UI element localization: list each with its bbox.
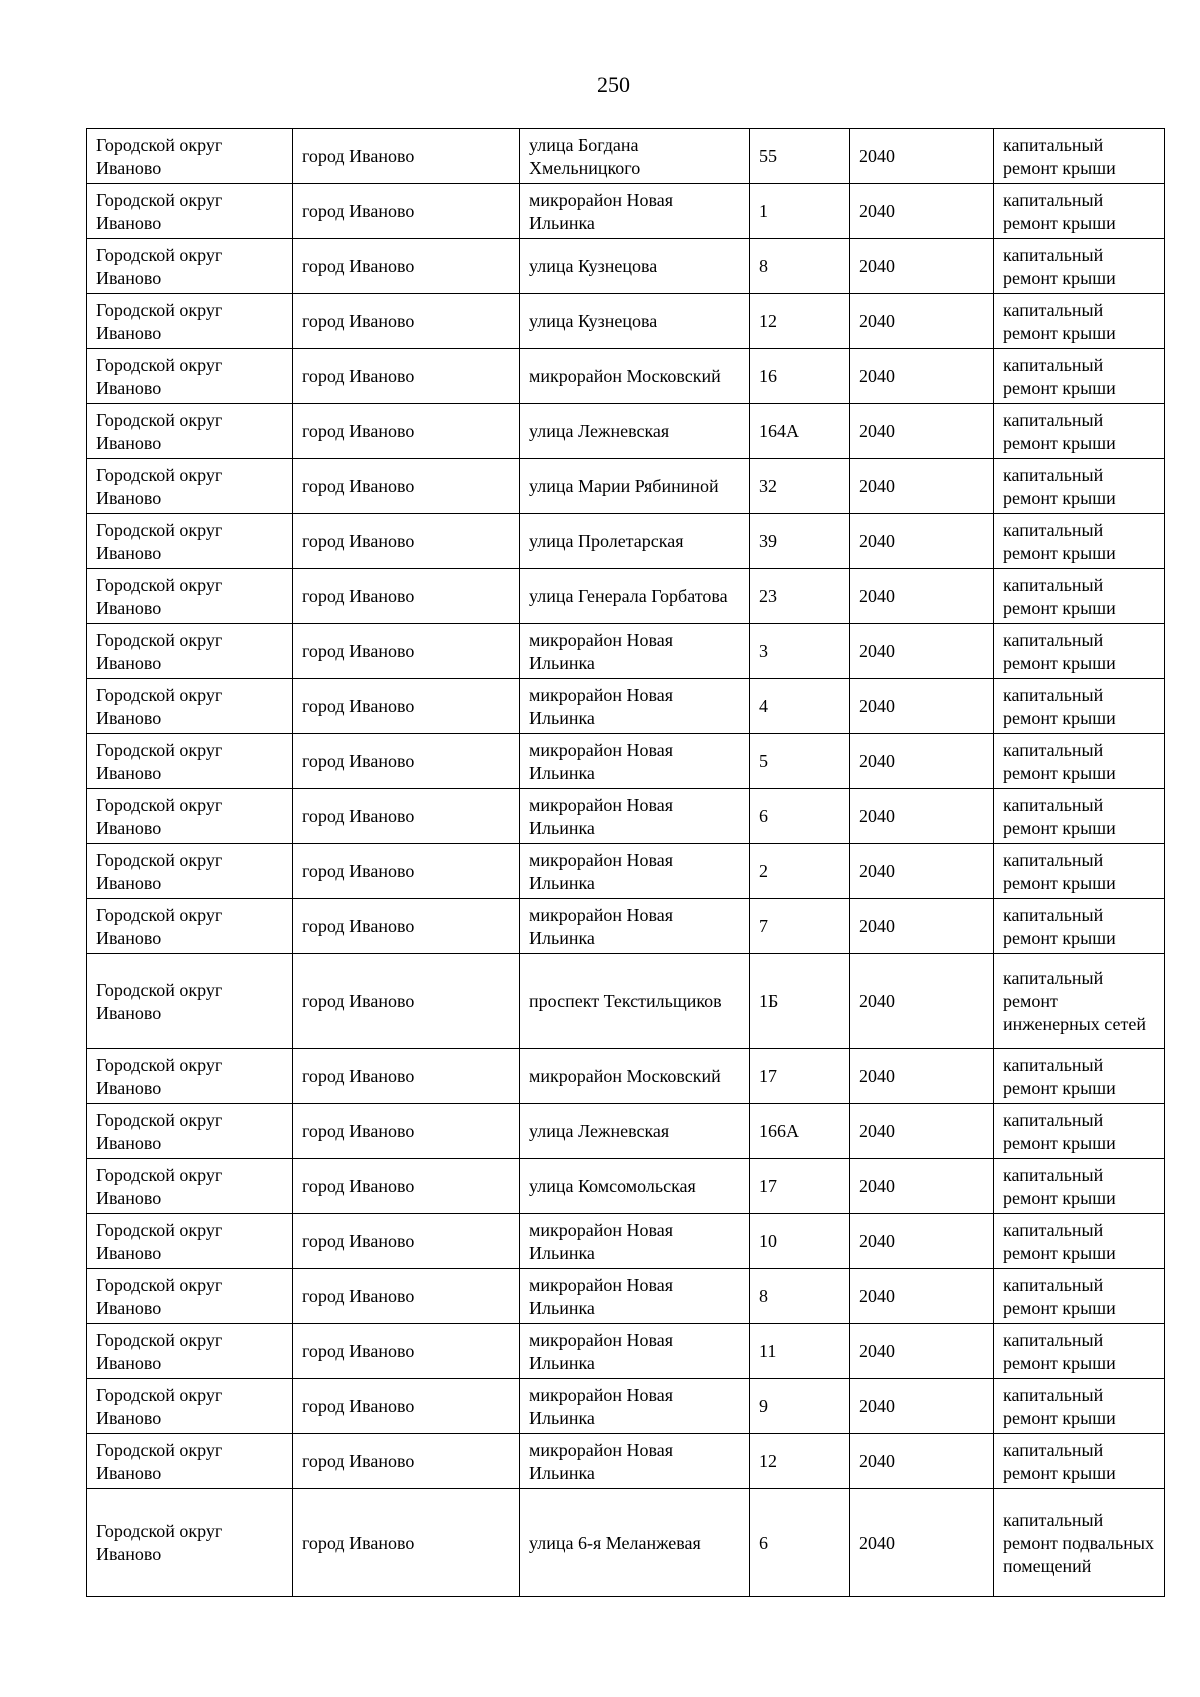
municipality-cell: Городской округ Иваново xyxy=(87,1324,293,1379)
locality-cell: город Иваново xyxy=(293,404,520,459)
locality-cell: город Иваново xyxy=(293,954,520,1049)
year-cell: 2040 xyxy=(850,404,994,459)
table-row xyxy=(87,239,1165,294)
street-cell: микрорайон Новая Ильинка xyxy=(520,1214,750,1269)
work-type-cell: капитальный ремонт крыши xyxy=(994,239,1165,294)
work-type-cell: капитальный ремонт крыши xyxy=(994,1269,1165,1324)
locality-cell: город Иваново xyxy=(293,349,520,404)
locality-cell: город Иваново xyxy=(293,1104,520,1159)
work-type-cell: капитальный ремонт крыши xyxy=(994,844,1165,899)
table-row xyxy=(87,349,1165,404)
year-cell: 2040 xyxy=(850,349,994,404)
municipality-cell: Городской округ Иваново xyxy=(87,1269,293,1324)
work-type-cell: капитальный ремонт подвальных помещений xyxy=(994,1489,1165,1597)
street-cell: микрорайон Новая Ильинка xyxy=(520,1269,750,1324)
house-number-cell: 3 xyxy=(750,624,850,679)
house-number-cell: 10 xyxy=(750,1214,850,1269)
year-cell: 2040 xyxy=(850,1379,994,1434)
locality-cell: город Иваново xyxy=(293,1379,520,1434)
street-cell: микрорайон Новая Ильинка xyxy=(520,679,750,734)
year-cell: 2040 xyxy=(850,1434,994,1489)
municipality-cell: Городской округ Иваново xyxy=(87,844,293,899)
house-number-cell: 6 xyxy=(750,1489,850,1597)
house-number-cell: 7 xyxy=(750,899,850,954)
table-row xyxy=(87,129,1165,184)
work-type-cell: капитальный ремонт крыши xyxy=(994,349,1165,404)
table-row xyxy=(87,624,1165,679)
year-cell: 2040 xyxy=(850,569,994,624)
table-row xyxy=(87,514,1165,569)
house-number-cell: 55 xyxy=(750,129,850,184)
table-row xyxy=(87,789,1165,844)
table-row xyxy=(87,1049,1165,1104)
table-row xyxy=(87,1159,1165,1214)
work-type-cell: капитальный ремонт крыши xyxy=(994,899,1165,954)
house-number-cell: 16 xyxy=(750,349,850,404)
locality-cell: город Иваново xyxy=(293,514,520,569)
year-cell: 2040 xyxy=(850,1324,994,1379)
table-row xyxy=(87,404,1165,459)
locality-cell: город Иваново xyxy=(293,459,520,514)
work-type-cell: капитальный ремонт крыши xyxy=(994,1159,1165,1214)
table-row xyxy=(87,954,1165,1049)
street-cell: микрорайон Московский xyxy=(520,349,750,404)
house-number-cell: 11 xyxy=(750,1324,850,1379)
year-cell: 2040 xyxy=(850,294,994,349)
municipality-cell: Городской округ Иваново xyxy=(87,734,293,789)
municipality-cell: Городской округ Иваново xyxy=(87,514,293,569)
work-type-cell: капитальный ремонт крыши xyxy=(994,1049,1165,1104)
locality-cell: город Иваново xyxy=(293,1269,520,1324)
locality-cell: город Иваново xyxy=(293,569,520,624)
municipality-cell: Городской округ Иваново xyxy=(87,1489,293,1597)
municipality-cell: Городской округ Иваново xyxy=(87,294,293,349)
table-row xyxy=(87,1104,1165,1159)
locality-cell: город Иваново xyxy=(293,1324,520,1379)
table-row xyxy=(87,1214,1165,1269)
street-cell: микрорайон Новая Ильинка xyxy=(520,1434,750,1489)
year-cell: 2040 xyxy=(850,1159,994,1214)
table-row xyxy=(87,844,1165,899)
table-row xyxy=(87,1269,1165,1324)
locality-cell: город Иваново xyxy=(293,1214,520,1269)
street-cell: микрорайон Новая Ильинка xyxy=(520,734,750,789)
table-body xyxy=(87,129,1165,1597)
house-number-cell: 23 xyxy=(750,569,850,624)
year-cell: 2040 xyxy=(850,129,994,184)
table-row xyxy=(87,1434,1165,1489)
municipality-cell: Городской округ Иваново xyxy=(87,624,293,679)
work-type-cell: капитальный ремонт крыши xyxy=(994,184,1165,239)
locality-cell: город Иваново xyxy=(293,294,520,349)
table-row xyxy=(87,734,1165,789)
street-cell: микрорайон Московский xyxy=(520,1049,750,1104)
locality-cell: город Иваново xyxy=(293,1159,520,1214)
house-number-cell: 164А xyxy=(750,404,850,459)
locality-cell: город Иваново xyxy=(293,1434,520,1489)
year-cell: 2040 xyxy=(850,459,994,514)
house-number-cell: 17 xyxy=(750,1049,850,1104)
locality-cell: город Иваново xyxy=(293,1489,520,1597)
work-type-cell: капитальный ремонт крыши xyxy=(994,1379,1165,1434)
street-cell: микрорайон Новая Ильинка xyxy=(520,184,750,239)
street-cell: улица Богдана Хмельницкого xyxy=(520,129,750,184)
work-type-cell: капитальный ремонт крыши xyxy=(994,1434,1165,1489)
street-cell: микрорайон Новая Ильинка xyxy=(520,1324,750,1379)
municipality-cell: Городской округ Иваново xyxy=(87,899,293,954)
street-cell: улица Марии Рябининой xyxy=(520,459,750,514)
municipality-cell: Городской округ Иваново xyxy=(87,1379,293,1434)
work-type-cell: капитальный ремонт крыши xyxy=(994,404,1165,459)
work-type-cell: капитальный ремонт крыши xyxy=(994,679,1165,734)
house-number-cell: 12 xyxy=(750,294,850,349)
municipality-cell: Городской округ Иваново xyxy=(87,239,293,294)
house-number-cell: 1Б xyxy=(750,954,850,1049)
municipality-cell: Городской округ Иваново xyxy=(87,129,293,184)
street-cell: проспект Текстильщиков xyxy=(520,954,750,1049)
house-number-cell: 12 xyxy=(750,1434,850,1489)
street-cell: улица Пролетарская xyxy=(520,514,750,569)
table-row xyxy=(87,1324,1165,1379)
work-type-cell: капитальный ремонт крыши xyxy=(994,734,1165,789)
municipality-cell: Городской округ Иваново xyxy=(87,679,293,734)
house-number-cell: 5 xyxy=(750,734,850,789)
house-number-cell: 6 xyxy=(750,789,850,844)
municipality-cell: Городской округ Иваново xyxy=(87,954,293,1049)
work-type-cell: капитальный ремонт крыши xyxy=(994,294,1165,349)
work-type-cell: капитальный ремонт инженерных сетей xyxy=(994,954,1165,1049)
locality-cell: город Иваново xyxy=(293,184,520,239)
work-type-cell: капитальный ремонт крыши xyxy=(994,624,1165,679)
table-row xyxy=(87,569,1165,624)
locality-cell: город Иваново xyxy=(293,734,520,789)
street-cell: улица Кузнецова xyxy=(520,294,750,349)
locality-cell: город Иваново xyxy=(293,129,520,184)
work-type-cell: капитальный ремонт крыши xyxy=(994,569,1165,624)
table-row xyxy=(87,184,1165,239)
housing-repair-table xyxy=(86,128,1165,1597)
work-type-cell: капитальный ремонт крыши xyxy=(994,1214,1165,1269)
work-type-cell: капитальный ремонт крыши xyxy=(994,1104,1165,1159)
locality-cell: город Иваново xyxy=(293,679,520,734)
year-cell: 2040 xyxy=(850,679,994,734)
year-cell: 2040 xyxy=(850,954,994,1049)
year-cell: 2040 xyxy=(850,844,994,899)
street-cell: улица Лежневская xyxy=(520,1104,750,1159)
year-cell: 2040 xyxy=(850,1269,994,1324)
year-cell: 2040 xyxy=(850,624,994,679)
year-cell: 2040 xyxy=(850,1049,994,1104)
municipality-cell: Городской округ Иваново xyxy=(87,1049,293,1104)
street-cell: улица Кузнецова xyxy=(520,239,750,294)
house-number-cell: 166А xyxy=(750,1104,850,1159)
street-cell: улица Генерала Горбатова xyxy=(520,569,750,624)
municipality-cell: Городской округ Иваново xyxy=(87,569,293,624)
municipality-cell: Городской округ Иваново xyxy=(87,1104,293,1159)
year-cell: 2040 xyxy=(850,1489,994,1597)
street-cell: микрорайон Новая Ильинка xyxy=(520,624,750,679)
year-cell: 2040 xyxy=(850,514,994,569)
table-row xyxy=(87,1379,1165,1434)
municipality-cell: Городской округ Иваново xyxy=(87,1214,293,1269)
street-cell: микрорайон Новая Ильинка xyxy=(520,789,750,844)
house-number-cell: 32 xyxy=(750,459,850,514)
work-type-cell: капитальный ремонт крыши xyxy=(994,514,1165,569)
work-type-cell: капитальный ремонт крыши xyxy=(994,789,1165,844)
page-number: 250 xyxy=(597,72,630,97)
house-number-cell: 8 xyxy=(750,239,850,294)
municipality-cell: Городской округ Иваново xyxy=(87,459,293,514)
municipality-cell: Городской округ Иваново xyxy=(87,404,293,459)
locality-cell: город Иваново xyxy=(293,1049,520,1104)
street-cell: микрорайон Новая Ильинка xyxy=(520,1379,750,1434)
year-cell: 2040 xyxy=(850,734,994,789)
locality-cell: город Иваново xyxy=(293,789,520,844)
house-number-cell: 17 xyxy=(750,1159,850,1214)
year-cell: 2040 xyxy=(850,239,994,294)
locality-cell: город Иваново xyxy=(293,239,520,294)
locality-cell: город Иваново xyxy=(293,899,520,954)
street-cell: улица 6-я Меланжевая xyxy=(520,1489,750,1597)
locality-cell: город Иваново xyxy=(293,624,520,679)
street-cell: микрорайон Новая Ильинка xyxy=(520,844,750,899)
table-row xyxy=(87,294,1165,349)
year-cell: 2040 xyxy=(850,899,994,954)
house-number-cell: 1 xyxy=(750,184,850,239)
street-cell: улица Комсомольская xyxy=(520,1159,750,1214)
year-cell: 2040 xyxy=(850,789,994,844)
locality-cell: город Иваново xyxy=(293,844,520,899)
house-number-cell: 8 xyxy=(750,1269,850,1324)
municipality-cell: Городской округ Иваново xyxy=(87,789,293,844)
house-number-cell: 9 xyxy=(750,1379,850,1434)
house-number-cell: 4 xyxy=(750,679,850,734)
street-cell: микрорайон Новая Ильинка xyxy=(520,899,750,954)
house-number-cell: 2 xyxy=(750,844,850,899)
year-cell: 2040 xyxy=(850,184,994,239)
year-cell: 2040 xyxy=(850,1104,994,1159)
street-cell: улица Лежневская xyxy=(520,404,750,459)
municipality-cell: Городской округ Иваново xyxy=(87,349,293,404)
table-row xyxy=(87,899,1165,954)
house-number-cell: 39 xyxy=(750,514,850,569)
work-type-cell: капитальный ремонт крыши xyxy=(994,129,1165,184)
year-cell: 2040 xyxy=(850,1214,994,1269)
table-row xyxy=(87,679,1165,734)
work-type-cell: капитальный ремонт крыши xyxy=(994,459,1165,514)
municipality-cell: Городской округ Иваново xyxy=(87,1159,293,1214)
table-row xyxy=(87,459,1165,514)
municipality-cell: Городской округ Иваново xyxy=(87,1434,293,1489)
municipality-cell: Городской округ Иваново xyxy=(87,184,293,239)
table-row xyxy=(87,1489,1165,1597)
work-type-cell: капитальный ремонт крыши xyxy=(994,1324,1165,1379)
